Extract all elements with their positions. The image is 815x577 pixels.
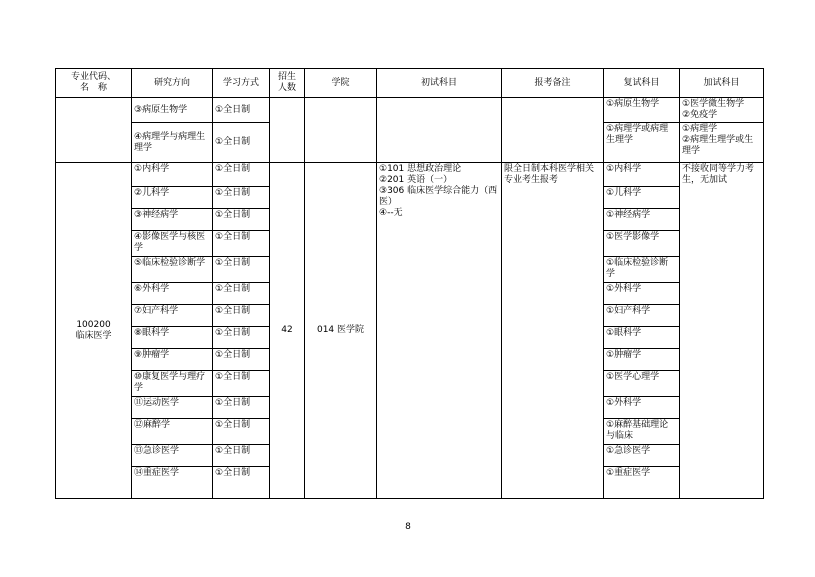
direction-item: ⑨肿瘤学 [132,349,212,371]
direction-item: ②儿科学 [132,187,212,209]
retest-item: ①内科学 [604,163,679,187]
mode-item: ①全日制 [213,349,269,371]
retest-item: ①肿瘤学 [604,349,679,371]
retest-item: ①外科学 [604,397,679,419]
mode-item: ①全日制 [215,468,251,478]
direction-item: ⑦妇产科学 [132,305,212,327]
retest-item: ①外科学 [604,283,679,305]
direction-item: ⑩康复医学与理疗学 [132,371,212,397]
retest-item: ①重症医学 [606,468,651,478]
school-cell-empty [305,98,377,163]
mode-item: ①全日制 [213,371,269,397]
admissions-table [55,68,764,499]
direction-cell: ④病理学与病理生理学 [132,123,213,163]
retest-cell: ①病理学或病理生理学 [604,123,680,163]
mode-item: ①全日制 [213,445,269,467]
retest-list [604,163,679,489]
retest-item: ①神经病学 [604,209,679,231]
remark-cell-empty [502,98,604,163]
mode-item: ①全日制 [213,327,269,349]
retest-item: ①急诊医学 [604,445,679,467]
header-extra: 加试科目 [680,69,764,98]
exam-cell-empty [377,98,502,163]
extra-cell: ①医学微生物学 ②免疫学 [680,98,764,123]
retest-item: ①医学影像学 [604,231,679,257]
direction-list [132,163,212,489]
direction-item: ③神经病学 [132,209,212,231]
direction-item: ⑪运动医学 [132,397,212,419]
retest-item: ①临床检验诊断学 [604,257,679,283]
mode-cell: ①全日制 [213,123,270,163]
retest-item: ①眼科学 [604,327,679,349]
retest-item: ①麻醉基础理论与临床 [604,419,679,445]
page-number: 8 [405,522,411,532]
retest-column [604,163,680,499]
mode-item: ①全日制 [213,305,269,327]
table-row [56,98,764,123]
mode-item: ①全日制 [213,419,269,445]
mode-item: ①全日制 [213,257,269,283]
quota-value: 42 [270,163,305,499]
retest-item: ①医学心理学 [604,371,679,397]
header-school: 学院 [305,69,377,98]
direction-item: ⑭重症医学 [134,468,180,478]
mode-item: ①全日制 [213,397,269,419]
extra-cell: ①病理学 ②病理生理学或生理学 [680,123,764,163]
header-code: 专业代码、 名 称 [56,69,132,98]
extra-value: 不接收同等学力考生，无加试 [680,163,764,499]
table-header-row [56,69,764,98]
mode-list [213,163,269,489]
direction-cell: ③病原生物学 [132,98,213,123]
header-direction: 研究方向 [132,69,213,98]
retest-cell: ①病原生物学 [604,98,680,123]
quota-cell-empty [270,98,305,163]
direction-item: ⑧眼科学 [132,327,212,349]
retest-item: ①妇产科学 [604,305,679,327]
direction-item: ⑥外科学 [132,283,212,305]
direction-item: ④影像医学与核医学 [132,231,212,257]
code-cell-empty [56,98,132,163]
mode-item: ①全日制 [213,231,269,257]
major-block-row [56,163,764,499]
direction-column [132,163,213,499]
header-retest: 复试科目 [604,69,680,98]
header-exam: 初试科目 [377,69,502,98]
mode-item: ①全日制 [213,209,269,231]
school-value: 014 医学院 [305,163,377,499]
mode-item: ①全日制 [213,163,269,187]
mode-item: ①全日制 [213,187,269,209]
retest-item: ①儿科学 [604,187,679,209]
direction-item: ⑤临床检验诊断学 [132,257,212,283]
direction-item: ①内科学 [132,163,212,187]
direction-item: ⑬急诊医学 [132,445,212,467]
remark-value: 限全日制本科医学相关专业考生报考 [502,163,604,499]
header-quota: 招生 人数 [270,69,305,98]
mode-item: ①全日制 [213,283,269,305]
major-code-name: 100200 临床医学 [56,163,132,499]
header-remark: 报考备注 [502,69,604,98]
mode-column [213,163,270,499]
exam-subjects: ①101 思想政治理论 ②201 英语（一） ③306 临床医学综合能力（西医） ④--无 [377,163,502,499]
mode-cell: ①全日制 [213,98,270,123]
direction-item: ⑫麻醉学 [132,419,212,445]
header-mode: 学习方式 [213,69,270,98]
